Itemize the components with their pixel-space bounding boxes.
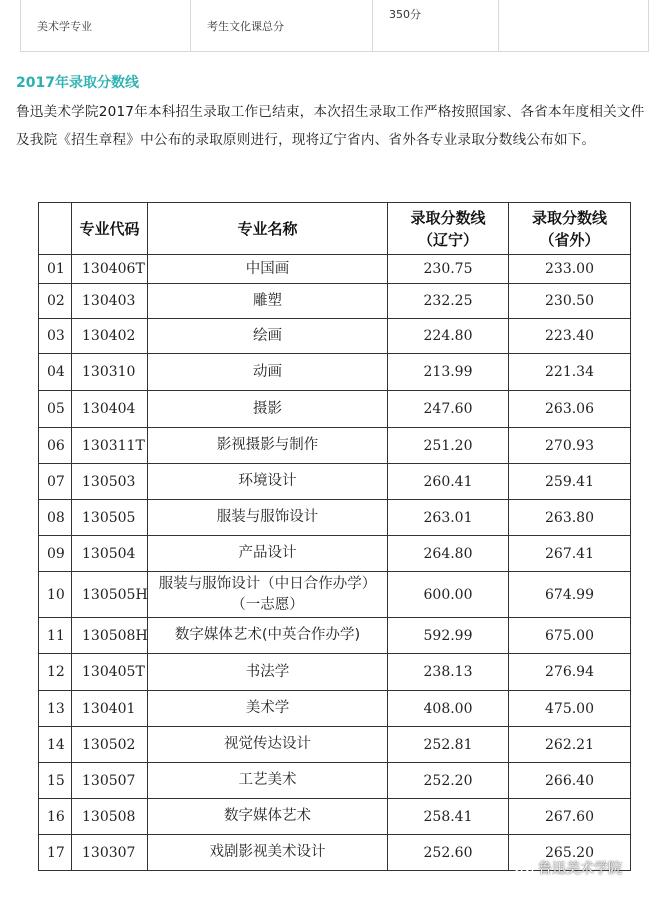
liaoning-score: 230.75 [388, 255, 509, 284]
major-name [148, 536, 388, 572]
table-row [39, 284, 631, 319]
row-index: 05 [39, 391, 72, 428]
major-name [148, 464, 388, 500]
major-name [148, 727, 388, 763]
major-code: 130403 [72, 284, 148, 319]
major-name-line1: 环境设计 [238, 473, 297, 489]
table-row [21, 0, 649, 52]
liaoning-header-line1: 录取分数线 [410, 208, 486, 227]
major-code: 130310 [72, 354, 148, 391]
admission-score-table [38, 202, 631, 871]
major-name-line1: 服装与服饰设计（中日合作办学） [158, 575, 377, 592]
table-row [39, 500, 631, 536]
outside-score: 221.34 [509, 354, 631, 391]
major-code: 130507 [72, 763, 148, 799]
liaoning-score: 232.25 [388, 284, 509, 319]
table-row [39, 391, 631, 428]
major-name-line1: 视觉传达设计 [224, 736, 311, 752]
major-name [148, 284, 388, 319]
major-name-line1: 影视摄影与制作 [216, 437, 319, 453]
major-name-line1: 雕塑 [253, 292, 282, 309]
liaoning-score: 224.80 [388, 319, 509, 354]
outside-header-line1: 录取分数线 [531, 208, 607, 227]
major-name [148, 691, 388, 727]
major-code: 130401 [72, 691, 148, 727]
row-index: 14 [39, 727, 72, 763]
major-name-line1: 绘画 [253, 327, 282, 344]
outside-score: 233.00 [509, 255, 631, 284]
major-name-line1: 中国画 [245, 260, 290, 277]
table-row [39, 654, 631, 691]
row-index: 04 [39, 354, 72, 391]
table-row [39, 763, 631, 799]
major-name [148, 255, 388, 284]
major-code: 130311T [72, 428, 148, 464]
row-index: 06 [39, 428, 72, 464]
major-name [148, 319, 388, 354]
outside-score: 267.41 [509, 536, 631, 572]
row-index: 15 [39, 763, 72, 799]
outside-score: 270.93 [509, 428, 631, 464]
index-header [39, 203, 72, 255]
table-row [39, 428, 631, 464]
major-name [148, 835, 388, 871]
major-cell: 美术学专业 [21, 0, 191, 52]
row-index: 02 [39, 284, 72, 319]
major-code: 130504 [72, 536, 148, 572]
row-index: 10 [39, 572, 72, 618]
row-index: 03 [39, 319, 72, 354]
liaoning-score: 258.41 [388, 799, 509, 835]
major-name-line1: 产品设计 [238, 545, 297, 561]
name-header: 专业名称 [148, 203, 388, 255]
major-name [148, 763, 388, 799]
row-index: 12 [39, 654, 72, 691]
row-index: 01 [39, 255, 72, 284]
liaoning-score-header [388, 203, 509, 255]
outside-score: 263.80 [509, 500, 631, 536]
major-code: 130402 [72, 319, 148, 354]
outside-score: 475.00 [509, 691, 631, 727]
outside-score: 262.21 [509, 727, 631, 763]
outside-score: 230.50 [509, 284, 631, 319]
row-index: 17 [39, 835, 72, 871]
watermark-text: 鲁迅美术学院 [538, 861, 622, 877]
table-row [39, 255, 631, 284]
outside-score: 276.94 [509, 654, 631, 691]
liaoning-score: 213.99 [388, 354, 509, 391]
liaoning-header-line2: （辽宁） [417, 230, 478, 249]
watermark [514, 858, 622, 878]
row-index: 07 [39, 464, 72, 500]
major-name-line2: （一志愿） [231, 596, 304, 613]
major-name [148, 654, 388, 691]
major-name [148, 428, 388, 464]
row-index: 08 [39, 500, 72, 536]
outside-score: 263.06 [509, 391, 631, 428]
liaoning-score: 251.20 [388, 428, 509, 464]
major-code: 130406T [72, 255, 148, 284]
table-row [39, 691, 631, 727]
wechat-icon [514, 860, 534, 876]
major-name-line1: 书法学 [245, 663, 290, 680]
previous-score-table [20, 0, 649, 52]
major-code: 130503 [72, 464, 148, 500]
row-index: 16 [39, 799, 72, 835]
major-name-line1: 摄影 [253, 400, 282, 417]
major-code: 130502 [72, 727, 148, 763]
major-name-line1: 服装与服饰设计 [216, 509, 319, 525]
intro-paragraph: 鲁迅美术学院2017年本科招生录取工作已结束，本次招生录取工作严格按照国家、各省本年度相关文件及我院《招生章程》中公布的录取原则进行，现将辽宁省内、省外各专业录取分数线公布如下。 [16, 104, 645, 148]
outside-score: 267.60 [509, 799, 631, 835]
liaoning-score: 247.60 [388, 391, 509, 428]
outside-score: 674.99 [509, 572, 631, 618]
outside-score: 223.40 [509, 319, 631, 354]
major-name [148, 391, 388, 428]
major-code: 130508H [72, 618, 148, 654]
row-index: 09 [39, 536, 72, 572]
liaoning-score: 252.20 [388, 763, 509, 799]
liaoning-score: 592.99 [388, 618, 509, 654]
table-row [39, 464, 631, 500]
liaoning-score: 260.41 [388, 464, 509, 500]
table-row [39, 727, 631, 763]
table-row [39, 536, 631, 572]
major-name [148, 618, 388, 654]
major-code: 130405T [72, 654, 148, 691]
table-row [39, 799, 631, 835]
major-name [148, 500, 388, 536]
major-name-line1: 戏剧影视美术设计 [209, 844, 326, 860]
major-code: 130307 [72, 835, 148, 871]
table-header-row [39, 203, 631, 255]
row-index: 13 [39, 691, 72, 727]
outside-score: 266.40 [509, 763, 631, 799]
requirement-cell: 考生文化课总分 [191, 0, 373, 52]
code-header: 专业代码 [72, 203, 148, 255]
empty-cell [499, 0, 649, 52]
outside-score: 675.00 [509, 618, 631, 654]
major-name-line1: 美术学 [245, 700, 290, 716]
major-code: 130508 [72, 799, 148, 835]
major-name-line1: 数字媒体艺术(中英合作办学) [174, 627, 361, 643]
table-row [39, 319, 631, 354]
outside-score-header [509, 203, 631, 255]
outside-score: 259.41 [509, 464, 631, 500]
major-name-line1: 数字媒体艺术 [224, 808, 311, 824]
table-row [39, 618, 631, 654]
liaoning-score: 252.60 [388, 835, 509, 871]
major-name [148, 354, 388, 391]
major-name [148, 799, 388, 835]
table-row [39, 354, 631, 391]
section-title: 2017年录取分数线 [16, 75, 139, 91]
liaoning-score: 264.80 [388, 536, 509, 572]
score-cell: 350分 [373, 0, 499, 52]
liaoning-score: 252.81 [388, 727, 509, 763]
liaoning-score: 263.01 [388, 500, 509, 536]
major-name-line1: 工艺美术 [238, 772, 297, 788]
table-row [39, 572, 631, 618]
row-index: 11 [39, 618, 72, 654]
major-code: 130505 [72, 500, 148, 536]
outside-header-line2: （省外） [539, 230, 600, 249]
outside-score: 265.20 [509, 835, 631, 871]
major-name-line1: 动画 [253, 363, 282, 380]
major-code: 130404 [72, 391, 148, 428]
liaoning-score: 408.00 [388, 691, 509, 727]
liaoning-score: 600.00 [388, 572, 509, 618]
major-code: 130505H [72, 572, 148, 618]
liaoning-score: 238.13 [388, 654, 509, 691]
major-name [148, 572, 388, 618]
